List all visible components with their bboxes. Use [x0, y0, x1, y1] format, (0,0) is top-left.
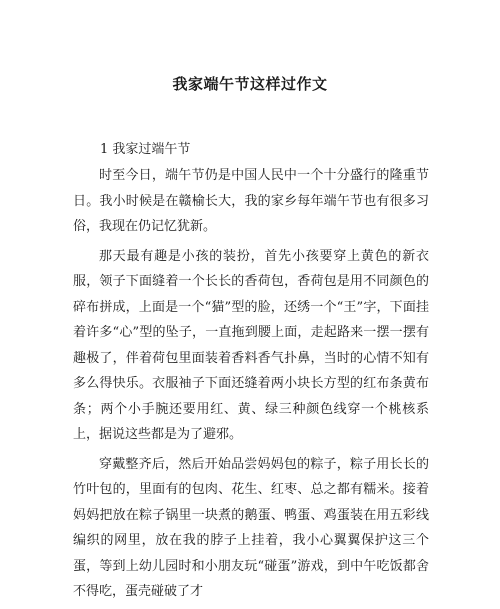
paragraph: 那天最有趣是小孩的装扮，首先小孩要穿上黄色的新衣服，领子下面缝着一个长长的香荷包，香荷包是用不同颜色的碎布拼成，上面是一个“猫”型的脸，还绣一个“王”字，下面挂着许多“心”型的坠子，一直拖到腰上面，走起路来一摆一摆有趣极了，伴着荷包里面装着香料香气扑鼻，当时的心情不知有多么得快乐。衣服袖子下面还缝着两小块长方型的红布条黄布条；两个小手腕还要用红、黄、绿三种颜色线穿一个桃核系上，据说这些都是为了避邪。	[73, 248, 429, 442]
document-title: 我家端午节这样过作文	[172, 75, 328, 93]
paragraph: 穿戴整齐后，然后开始品尝妈妈包的粽子，粽子用长长的竹叶包的，里面有的包肉、花生、红枣、总之都有糯米。接着妈妈把放在粽子锅里一块煮的鹅蛋、鸭蛋、鸡蛋装在用五彩线编织的网里，放在我的脖子上挂着，我小心翼翼保护这三个蛋，等到上幼儿园时和小朋友玩“碰蛋”游戏，到中午吃饭都舍不得吃，蛋壳碰破了才	[73, 456, 429, 599]
section-heading: 1 我家过端午节	[100, 142, 191, 157]
paragraph: 时至今日，端午节仍是中国人民中一个十分盛行的隆重节日。我小时候是在赣榆长大，我的家乡每年端午节也有很多习俗，我现在仍记忆犹新。	[73, 168, 429, 234]
document-body	[73, 163, 429, 609]
